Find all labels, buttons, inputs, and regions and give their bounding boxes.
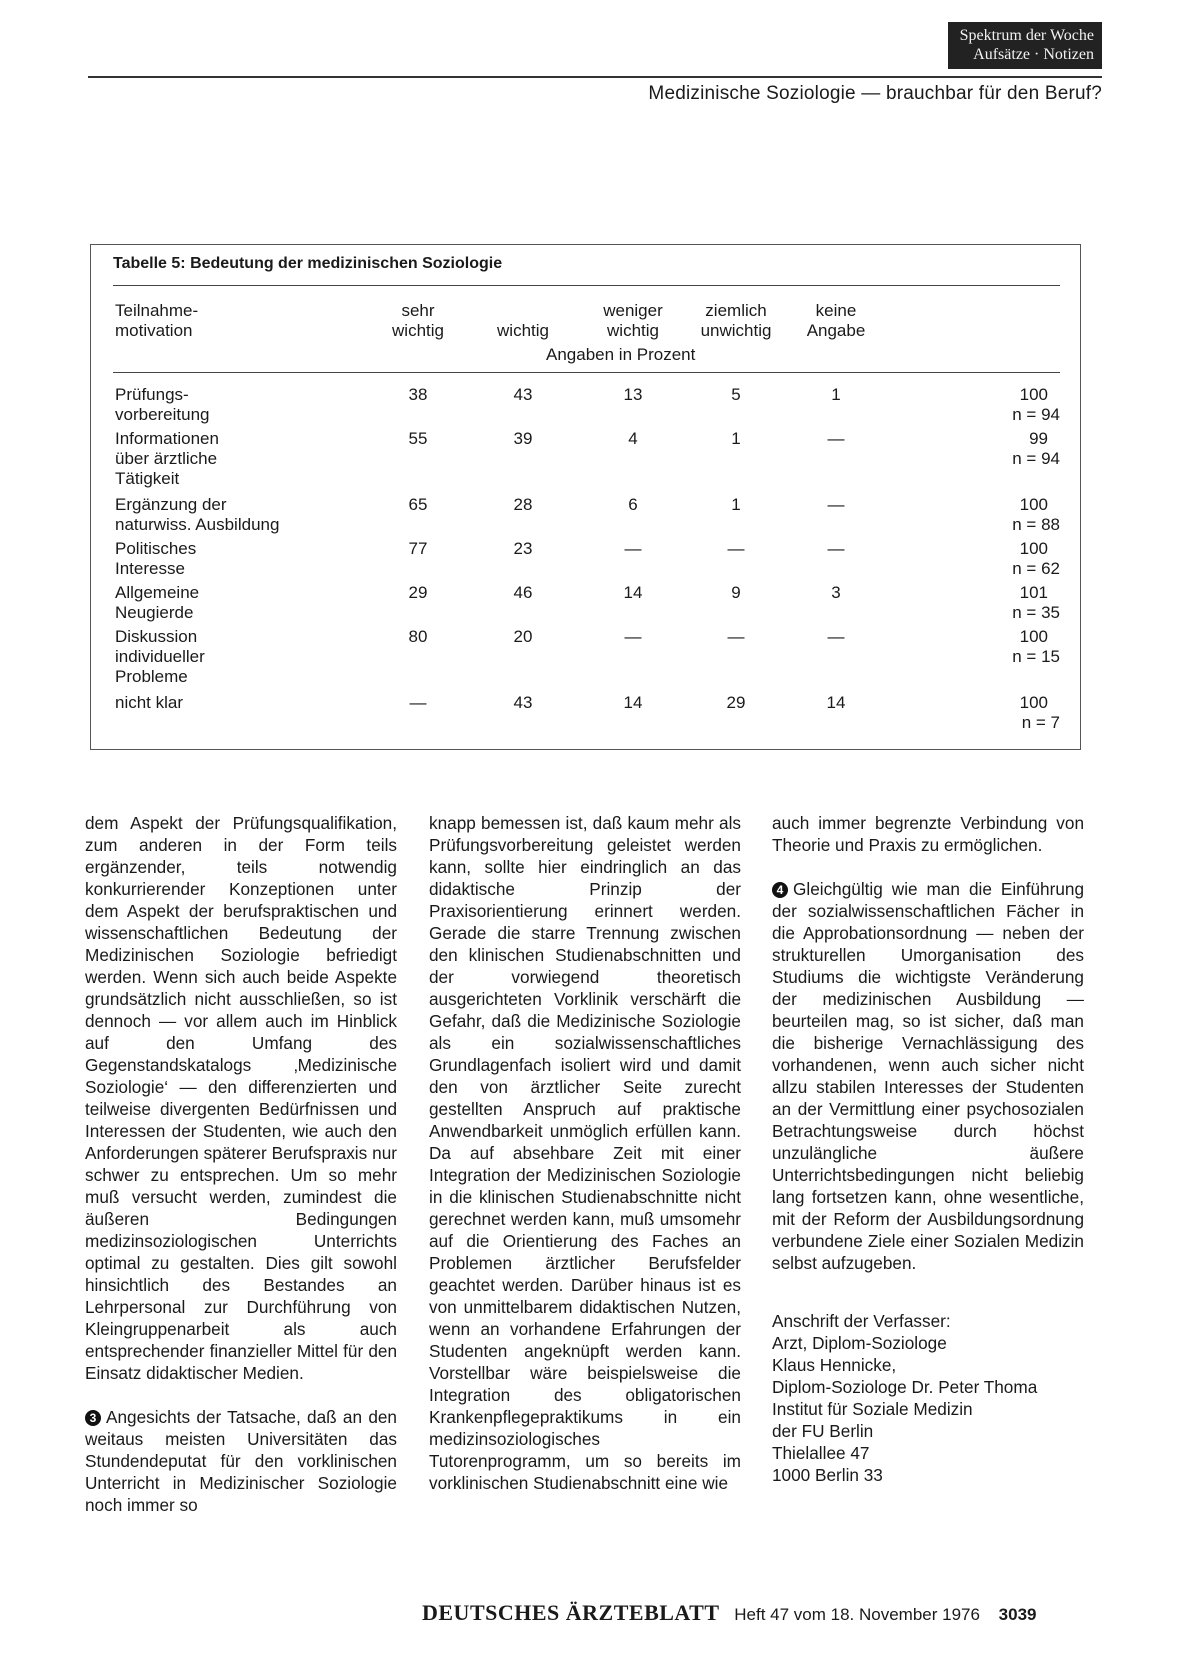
section-badge: [948, 22, 1102, 69]
paragraph-4: [772, 878, 1084, 1274]
row-total: [1020, 693, 1060, 733]
row-label-line: über ärztliche: [115, 449, 218, 468]
total-percent: 100: [1019, 539, 1048, 558]
page-number: 3039: [998, 1605, 1037, 1624]
row-total: [1012, 495, 1060, 535]
table-caption: Tabelle 5: Bedeutung der medizinischen Soziologie: [113, 255, 503, 272]
author-address: [772, 1310, 1084, 1486]
row-label-line: vorbereitung: [115, 405, 210, 424]
table-cell: 13: [623, 385, 643, 404]
table-cell: 14: [826, 693, 846, 712]
table-row: [91, 495, 1080, 535]
table-cell: 55: [408, 429, 428, 448]
table-cell: 46: [513, 583, 533, 602]
table-cell: 20: [513, 627, 533, 646]
header-wichtig: wichtig: [497, 321, 549, 340]
row-label-line: Prüfungs-: [115, 385, 189, 404]
section-number-3: 3: [85, 1410, 101, 1426]
table-cell: 3: [831, 583, 841, 602]
row-label-line: nicht klar: [115, 693, 184, 712]
header-weniger-line1: weniger: [603, 301, 663, 320]
table-cell: 14: [623, 693, 643, 712]
table-cell: —: [624, 539, 642, 558]
badge-line-2: Aufsätze · Notizen: [973, 46, 1094, 63]
address-line: Institut für Soziale Medizin: [772, 1399, 973, 1419]
table-cell: 5: [731, 385, 741, 404]
issue-info: Heft 47 vom 18. November 1976: [734, 1605, 980, 1624]
row-label-line: Allgemeine: [115, 583, 200, 602]
sample-size: n = 35: [1012, 603, 1060, 622]
header-sehr-line1: sehr: [401, 301, 435, 320]
row-total: [1012, 583, 1060, 623]
table-cell: 9: [731, 583, 741, 602]
text-column-1: [85, 812, 397, 1538]
total-percent: 100: [1019, 495, 1048, 514]
header-ziemlich-line1: ziemlich: [705, 301, 767, 320]
address-line: 1000 Berlin 33: [772, 1465, 883, 1485]
sample-size: n = 94: [1012, 405, 1060, 424]
table-cell: 43: [513, 385, 533, 404]
table-cell: 14: [623, 583, 643, 602]
header-keine-line2: Angabe: [806, 321, 866, 340]
total-percent: 100: [1019, 385, 1048, 404]
table-cell: 29: [408, 583, 428, 602]
table-cell: 28: [513, 495, 533, 514]
table-cell: 65: [408, 495, 428, 514]
address-line: Thielallee 47: [772, 1443, 870, 1463]
row-label-line: Politisches: [115, 539, 197, 558]
row-total: [1012, 385, 1060, 425]
paragraph-3-text: Angesichts der Tatsache, daß an den weitaus meisten Universitäten das Stundendeputat für den vorklinischen Unterricht in Medizinischer Soziologie noch immer so: [85, 1407, 397, 1515]
table-cell: 29: [726, 693, 746, 712]
table-cell: —: [827, 429, 845, 448]
sample-size: n = 7: [1021, 713, 1060, 732]
table-cell: —: [827, 627, 845, 646]
row-label: [115, 583, 199, 623]
total-percent: 100: [1019, 627, 1048, 646]
text-column-3: [772, 812, 1084, 1486]
row-label: [115, 693, 183, 713]
row-label: [115, 539, 196, 579]
header-keine-angabe: [791, 301, 881, 341]
address-line: Arzt, Diplom-Soziologe: [772, 1333, 947, 1353]
header-sehr-line2: wichtig: [392, 321, 444, 340]
table-cell: 1: [731, 429, 741, 448]
paragraph-3: [85, 1406, 397, 1516]
table-cell: —: [827, 539, 845, 558]
paragraph: knapp bemessen ist, daß kaum mehr als Prüfungsvorbereitung geleistet werden kann, sollte hier eindringlich an das didaktische Prinzip der Praxisorientierung erinnert werden. Gerade die starre Trennung zwischen den klinischen Studienabschnitten und der vorwiegend theoretisch ausgerichteten Vorklinik verschärft die Gefahr, daß die Medizinische Soziologie als ein sozialwissenschaftliches Grundlagenfach isoliert wird und damit den von ärztlicher Seite zurecht gestellten Anspruch auf praktische Anwendbarkeit unmöglich erfüllen kann. Da auf absehbare Zeit mit einer Integration der Medizinischen Soziologie in die klinischen Studienabschnitte nicht gerechnet werden kann, muß umsomehr auf die Orientierung des Faches an Problemen ärztlicher Berufsfelder geachtet werden. Darüber hinaus ist es von unmittelbarem didaktischen Nutzen, wenn an vorhandene Erfahrungen der Studenten angeknüpft werden kann. Vorstellbar wäre beispielsweise die Integration des obligatorischen Krankenpflegepraktikums in ein medizinsoziologisches Tutorenprogramm, um so bereits im vorklinischen Studienabschnitt eine wie: [429, 813, 741, 1493]
table-rule-top: [113, 285, 1060, 286]
table-cell: —: [409, 693, 427, 712]
table-cell: —: [827, 495, 845, 514]
paragraph: auch immer begrenzte Verbindung von Theorie und Praxis zu ermöglichen.: [772, 813, 1084, 855]
total-percent: 101: [1019, 583, 1048, 602]
table-cell: 6: [628, 495, 638, 514]
table-cell: —: [727, 627, 745, 646]
running-title: Medizinische Soziologie — brauchbar für den Beruf?: [648, 83, 1102, 104]
table-cell: 1: [731, 495, 741, 514]
header-sehr-wichtig: [378, 301, 458, 341]
header-keine-line1: keine: [815, 301, 857, 320]
header-ziemlich-line2: unwichtig: [700, 321, 772, 340]
table-cell: —: [624, 627, 642, 646]
address-line: Anschrift der Verfasser:: [772, 1311, 951, 1331]
table-cell: 39: [513, 429, 533, 448]
table-cell: 77: [408, 539, 428, 558]
table-cell: 80: [408, 627, 428, 646]
address-line: der FU Berlin: [772, 1421, 874, 1441]
paragraph: dem Aspekt der Prüfungsqualifikation, zum anderen in der Form teils ergänzender, teils notwendig konkurrierender Konzeptionen unter dem Aspekt der berufspraktischen und wissenschaftlichen Bedeutung der Medizinischen Soziologie befriedigt werden. Wenn sich auch beide Aspekte grundsätzlich nicht ausschließen, so ist dennoch — vor allem auch im Hinblick auf den Umfang des Gegenstandskatalogs ‚Medizinische Soziologie‘ — den differenzierten und teilweise divergenten Bedürfnissen und Interessen der Studenten, wie auch den Anforderungen späterer Berufspraxis nur schwer zu entsprechen. Um so mehr muß versucht werden, zumindest die äußeren Bedingungen medizinsoziologischen Unterrichts optimal zu gestalten. Dies gilt sowohl hinsichtlich des Bestandes an Lehrpersonal zur Durchführung von Kleingruppenarbeit als auch entsprechender finanzieller Mittel für den Einsatz didaktischer Medien.: [85, 813, 397, 1383]
sample-size: n = 62: [1012, 559, 1060, 578]
table-row: [91, 627, 1080, 686]
table-cell: —: [727, 539, 745, 558]
journal-name: DEUTSCHES ÄRZTEBLATT: [422, 1600, 720, 1625]
table-cell: 43: [513, 693, 533, 712]
row-label-line: Tätigkeit: [115, 469, 180, 488]
header-motivation: [115, 301, 198, 341]
address-line: Klaus Hennicke,: [772, 1355, 897, 1375]
row-label-line: individueller: [115, 647, 205, 666]
row-label-line: Neugierde: [115, 603, 194, 622]
header-ziemlich-unwichtig: [686, 301, 786, 341]
header-motivation-line2: motivation: [115, 321, 193, 340]
row-label-line: Diskussion: [115, 627, 198, 646]
row-label: [115, 495, 279, 535]
row-label: [115, 385, 210, 425]
row-total: [1012, 627, 1060, 667]
badge-line-1: Spektrum der Woche: [959, 27, 1094, 44]
header-weniger-wichtig: [583, 301, 683, 341]
address-line: Diplom-Soziologe Dr. Peter Thoma: [772, 1377, 1038, 1397]
table-cell: 23: [513, 539, 533, 558]
row-label: [115, 429, 219, 489]
total-percent: 99: [1029, 429, 1048, 448]
section-number-4: 4: [772, 882, 788, 898]
row-label-line: naturwiss. Ausbildung: [115, 515, 280, 534]
header-motivation-line1: Teilnahme-: [115, 301, 199, 320]
text-column-2: [429, 812, 741, 1516]
header-unit: Angaben in Prozent: [546, 345, 696, 364]
page-footer: [422, 1600, 1037, 1626]
row-label-line: Ergänzung der: [115, 495, 227, 514]
row-label-line: Probleme: [115, 667, 188, 686]
header-weniger-line2: wichtig: [607, 321, 659, 340]
table-cell: 38: [408, 385, 428, 404]
table-box: [90, 244, 1081, 750]
paragraph-4-text: Gleichgültig wie man die Einführung der sozialwissenschaftlichen Fächer in die Approbationsordnung — neben der strukturellen Umorganisation des Studiums die wichtigste Veränderung der medizinischen Ausbildung — beurteilen mag, so ist sicher, daß man die bisherige Vernachlässigung des vorhandenen, wenn auch sicher nicht allzu stabilen Interesses der Studenten an der Vermittlung einer psychosozialen Betrachtungsweise durch höchst unzulängliche äußere Unterrichtsbedingungen nicht beliebig lang fortsetzen kann, ohne wesentliche, mit der Reform der Ausbildungsordnung verbundene Ziele einer Sozialen Medizin selbst aufzugeben.: [772, 879, 1084, 1273]
table-cell: 4: [628, 429, 638, 448]
table-rule-mid: [113, 372, 1060, 373]
sample-size: n = 94: [1012, 449, 1060, 468]
row-label: [115, 627, 205, 687]
table-cell: 1: [831, 385, 841, 404]
total-percent: 100: [1019, 693, 1048, 712]
table-row: [91, 385, 1080, 425]
sample-size: n = 88: [1012, 515, 1060, 534]
sample-size: n = 15: [1012, 647, 1060, 666]
table-row: [91, 693, 1080, 733]
row-total: [1012, 539, 1060, 579]
table-row: [91, 429, 1080, 488]
table-row: [91, 539, 1080, 579]
row-label-line: Informationen: [115, 429, 219, 448]
table-row: [91, 583, 1080, 623]
row-total: [1012, 429, 1060, 469]
header-rule: [88, 76, 1102, 78]
row-label-line: Interesse: [115, 559, 185, 578]
